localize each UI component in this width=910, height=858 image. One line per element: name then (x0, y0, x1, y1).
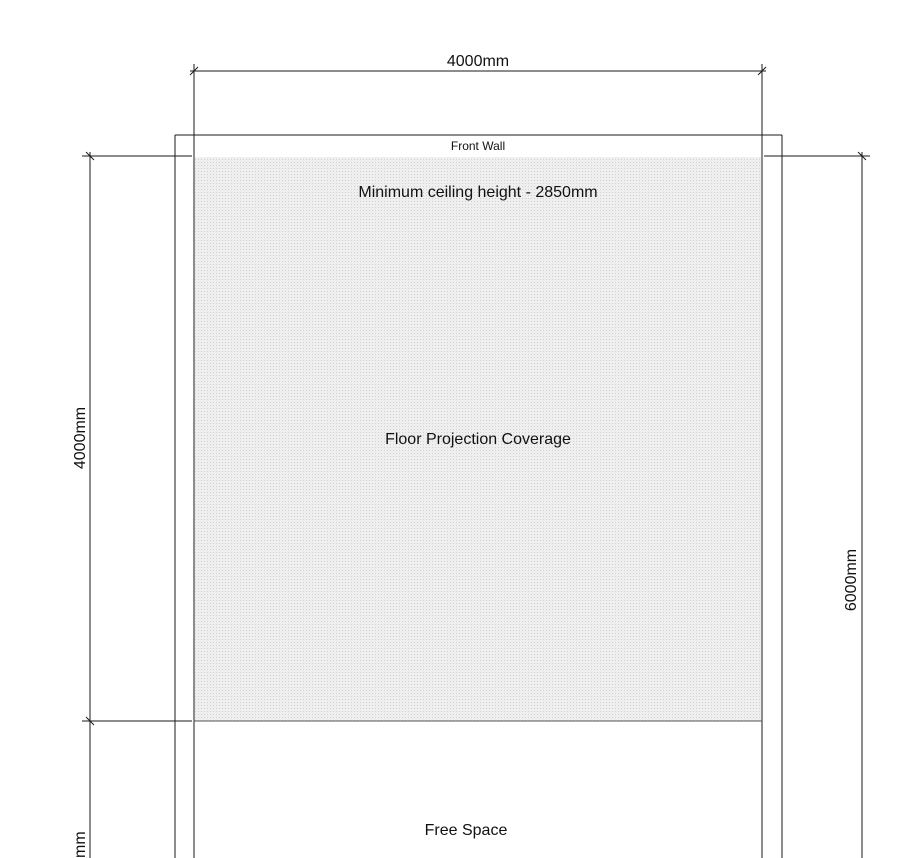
right-depth-label: 6000mm (843, 548, 860, 612)
ceiling-note-label: Minimum ceiling height - 2850mm (358, 184, 598, 201)
right-dimension (858, 152, 866, 858)
left-dimension (86, 152, 94, 858)
coverage-label: Floor Projection Coverage (385, 431, 571, 448)
left-depth-label: 4000mm (72, 406, 89, 470)
top-width-label: 4000mm (446, 53, 510, 70)
front-wall-label: Front Wall (450, 139, 506, 153)
left-partial-label: mm (72, 831, 89, 858)
free-space-label: Free Space (424, 822, 508, 839)
